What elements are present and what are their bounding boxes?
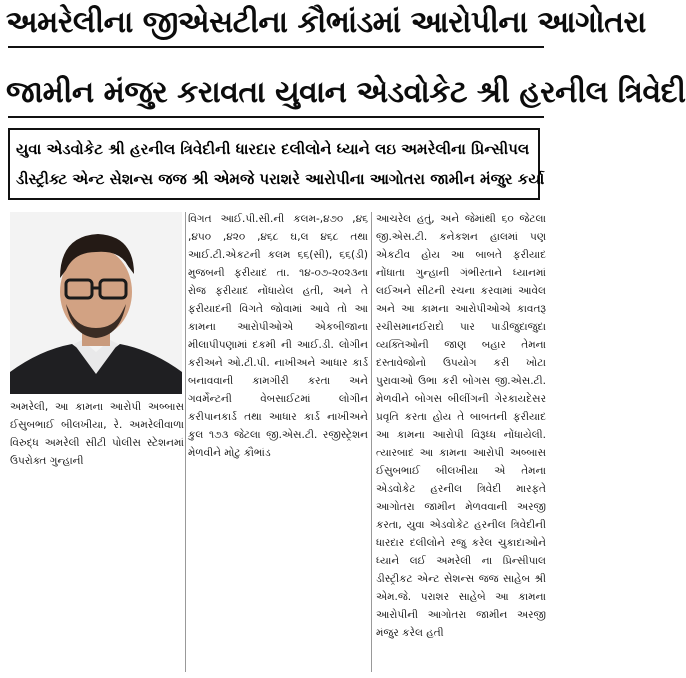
article-text: આચરેલ હતું, અને જેમાંથી ૬૦ જેટલા જી.એસ.ટી. કનેકશન હાલમાં પણ એકટીવ હોય આ બાબતે ફરીયાદ નોંધાતા ગુન્હાની ગંભીરતાને ધ્યાનમાં લઈઅને સીટની રચના કરવામાં આવેલ અને આ કામના આરોપીઓએ કાવતરૂ રચીસમાનઈરાદો પાર પાડીજુદાજુદા વ્યક્તિઓની જાણ બહાર તેમના દસ્તાવેજોનો ઉપયોગ કરી ખોટા પુરાવાઓ ઉભા કરી બોગસ જી.એસ.ટી. મેળવીને બોગસ બીલીંગની ગેરકાયદેસર પ્રવૃતિ કરતા હોય તે બાબતની ફરીયાદ આ કામના આરોપી વિરૂધ્ધ નોંધાયેલી. ત્યારબાદ આ કામના આરોપી અબ્બાસ ઈસુબભાઈ બીલખીયા એ તેમના એડવોકેટ હરનીલ ત્રિવેદી મારફતે આગોતરા જામીન મેળવવાની અરજી કરતા, યુવા એડવોકેટ હરનીલ ત્રિવેદીની ધારદાર દલીલોને રજુ કરેલ ચુકાદાઓને ધ્યાને લઈ અમરેલી ના પ્રિન્સીપાલ ડીસ્ટ્રીકટ એન્ટ સેશન્સ જજ સાહેબ શ્રી એમ.જે. પરાશર સાહેબે આ કામના આરોપીની આગોતરા જામીન અરજી મંજુર કરેલ હતી: [376, 213, 546, 639]
advocate-photo: [10, 212, 182, 394]
headline-divider: [8, 116, 544, 118]
article-column-3: [376, 210, 546, 676]
column-divider: [185, 212, 186, 672]
subheadline-box: [8, 128, 545, 200]
headline-line-2: જામીન મંજુર કરાવતા યુવાન એડવોકેટ શ્રી હરનીલ ત્રિવેદી: [6, 75, 686, 110]
article-text: અમરેલી, આ કામના આરોપી અબ્બાસ ઈસુબભાઈ બીલખીયા, રે. અમરેલીવાળા વિરુદ્ધ અમરેલી સીટી પોલીસ સ્ટેશનમાં ઉપરોક્ત ગુન્હાની: [10, 401, 184, 467]
subheadline-line-2: ડીસ્ટ્રીક્ટ એન્ટ સેશન્સ જજ શ્રી એમજે પરાશરે આરોપીના આગોતરા જામીન મંજુર કર્યા: [16, 170, 545, 188]
headline-line-1: અમરેલીના જીએસટીના કૌભાંડમાં આરોપીના આગોતરા: [6, 5, 646, 40]
article-text: વિગત આઈ.પી.સી.ની કલમ-,૪૭૦ ,૪૬ ,૪૫૦ ,૪૨૦ ,૪૬૮ ઘ,લ ૪૬૮ તથા આઈ.ટી.એકટની કલમ ૬૬(સી), ૬૬(ડી) મુજબની ફરીયાદ તા. ૧૪-૦૭-૨૦૨૩ના રોજ ફરીયાદ નોંધાયેલ હતી, અને તે ફરીયાદની વિગતે જોવામાં આવે તો આ કામના આરોપીઓએ એકબીજાના મીલાપીપણામાં દકમી ની આઈ.ડી. લોગીન કરીઅને ઓ.ટી.પી. નાખીઅને આધાર કાર્ડ બનાવવાની કામગીરી કરતા અને ગવર્મેન્ટની વેબસાઈટમાં લોગીન કરીપાનકાર્ડ તથા આધાર કાર્ડ નાખીઅને કુલ ૧૭૩ જેટલા જી.એસ.ટી. રજીસ્ટ્રેશન મેળવીને મોટુ કૌભાંડ: [188, 213, 368, 459]
portrait-illustration: [10, 212, 182, 394]
article-column-2: [188, 210, 368, 676]
headline-divider: [8, 46, 544, 48]
column-divider: [371, 212, 372, 672]
article-column-1: [10, 398, 184, 678]
subheadline-line-1: યુવા એડવોકેટ શ્રી હરનીલ ત્રિવેદીની ધારદાર દલીલોને ધ્યાને લઇ અમરેલીના પ્રિન્સીપલ: [16, 140, 530, 158]
